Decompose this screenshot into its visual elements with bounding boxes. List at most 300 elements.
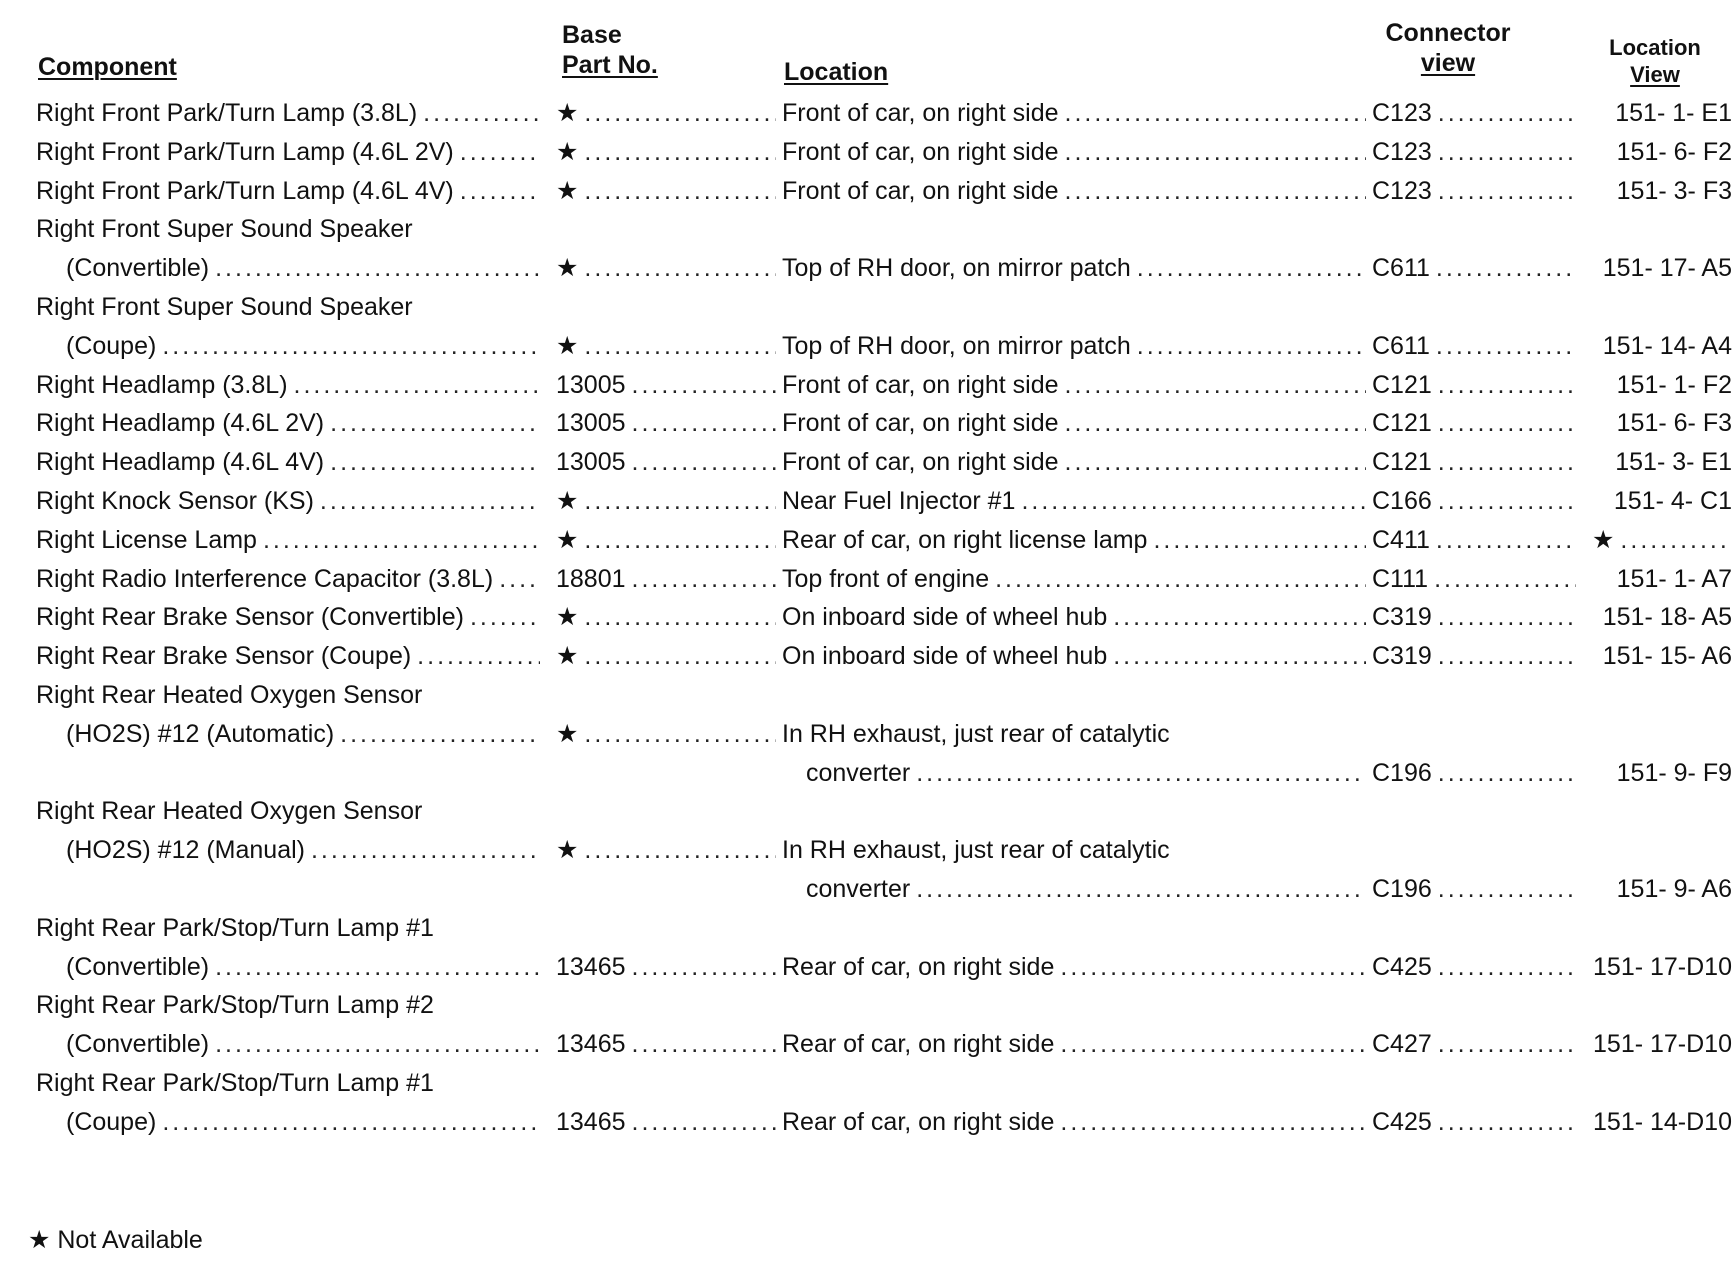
part-number-cell bbox=[556, 830, 782, 870]
dot-leader bbox=[632, 1024, 776, 1064]
component-cell bbox=[66, 714, 546, 754]
component-cell-text: Right Front Super Sound Speaker bbox=[36, 215, 413, 244]
component-cell bbox=[36, 636, 546, 676]
location-cell bbox=[782, 93, 1372, 133]
dot-leader bbox=[1436, 326, 1576, 366]
header-locview-top: Location bbox=[1609, 35, 1701, 60]
location-cell-text: Front of car, on right side bbox=[782, 99, 1059, 127]
part-number-cell-text: 18801 bbox=[556, 564, 626, 593]
part-number-cell bbox=[556, 714, 782, 754]
dot-leader bbox=[1065, 171, 1366, 211]
location-cell bbox=[782, 326, 1372, 366]
location-view-cell bbox=[1582, 171, 1732, 211]
location-cell bbox=[782, 403, 1372, 443]
part-number-cell bbox=[556, 326, 782, 366]
part-number-cell-text: ★ bbox=[556, 525, 579, 554]
connector-cell-text: C111 bbox=[1372, 564, 1429, 593]
dot-leader bbox=[1438, 132, 1576, 172]
dot-leader bbox=[215, 1024, 540, 1064]
dot-leader bbox=[1438, 1024, 1576, 1064]
dot-leader bbox=[330, 403, 540, 443]
location-cell-text: converter bbox=[806, 875, 911, 903]
location-view-cell-text: 151- 3- F3 bbox=[1616, 176, 1732, 205]
component-cell-text: Right Front Park/Turn Lamp (4.6L 2V) bbox=[36, 137, 454, 166]
connector-cell-text: C123 bbox=[1372, 137, 1432, 166]
component-cell bbox=[36, 209, 546, 249]
connector-cell bbox=[1372, 442, 1582, 482]
header-locview-bottom: View bbox=[1630, 62, 1680, 87]
dot-leader bbox=[1065, 365, 1366, 405]
location-view-cell bbox=[1582, 869, 1732, 909]
location-cell-text: Rear of car, on right side bbox=[782, 952, 1055, 981]
dot-leader bbox=[423, 93, 540, 133]
component-cell bbox=[36, 132, 546, 172]
location-view-cell-text: 151- 1- E1 bbox=[1615, 99, 1732, 127]
connector-cell-text: C427 bbox=[1372, 1030, 1432, 1059]
table-row bbox=[0, 753, 1734, 793]
dot-leader bbox=[330, 442, 540, 482]
dot-leader bbox=[1065, 442, 1366, 482]
component-cell bbox=[36, 1063, 546, 1103]
connector-cell bbox=[1372, 559, 1582, 599]
component-cell bbox=[36, 675, 546, 715]
location-cell-text: Rear of car, on right license lamp bbox=[782, 525, 1148, 554]
component-cell bbox=[66, 830, 546, 870]
dot-leader bbox=[499, 559, 540, 599]
dot-leader bbox=[470, 597, 540, 637]
component-cell bbox=[36, 442, 546, 482]
component-cell-text: Right Front Super Sound Speaker bbox=[36, 293, 413, 321]
component-cell bbox=[36, 791, 546, 831]
component-cell bbox=[36, 908, 546, 948]
part-number-cell-text: 13465 bbox=[556, 1030, 626, 1059]
dot-leader bbox=[1113, 597, 1366, 637]
component-cell bbox=[36, 559, 546, 599]
part-number-cell-text: ★ bbox=[556, 254, 579, 283]
dot-leader bbox=[1060, 1102, 1366, 1142]
connector-cell-text: C123 bbox=[1372, 99, 1432, 127]
dot-leader bbox=[1434, 559, 1576, 599]
location-view-cell bbox=[1582, 442, 1732, 482]
dot-leader bbox=[632, 365, 776, 405]
connector-cell bbox=[1372, 753, 1582, 793]
location-cell bbox=[782, 365, 1372, 405]
location-cell bbox=[782, 171, 1372, 211]
table-row bbox=[0, 636, 1734, 676]
part-number-cell bbox=[556, 947, 782, 987]
location-cell-text: On inboard side of wheel hub bbox=[782, 603, 1108, 632]
component-cell-text: Right Front Park/Turn Lamp (4.6L 4V) bbox=[36, 176, 454, 205]
location-cell bbox=[782, 248, 1372, 288]
location-cell bbox=[782, 830, 1372, 870]
component-cell-text: Right License Lamp bbox=[36, 525, 257, 554]
dot-leader bbox=[584, 248, 776, 288]
table-row bbox=[0, 403, 1734, 443]
table-row bbox=[0, 481, 1734, 521]
location-cell-text: converter bbox=[806, 758, 911, 787]
location-view-cell bbox=[1582, 597, 1732, 637]
location-view-cell-text: 151- 1- F2 bbox=[1616, 370, 1732, 399]
part-number-cell-text: 13005 bbox=[556, 448, 626, 477]
location-view-cell-text: 151- 17-D10 bbox=[1593, 1030, 1732, 1059]
location-view-cell bbox=[1582, 636, 1732, 676]
connector-cell bbox=[1372, 636, 1582, 676]
location-view-cell bbox=[1582, 753, 1732, 793]
connector-cell-text: C121 bbox=[1372, 370, 1432, 399]
connector-cell-text: C611 bbox=[1372, 254, 1430, 283]
location-view-cell bbox=[1582, 559, 1732, 599]
table-row bbox=[0, 1063, 1734, 1103]
dot-leader bbox=[1436, 248, 1576, 288]
table-row bbox=[0, 442, 1734, 482]
component-cell-text: Right Rear Brake Sensor (Coupe) bbox=[36, 642, 412, 671]
connector-cell bbox=[1372, 171, 1582, 211]
location-cell-text: Front of car, on right side bbox=[782, 137, 1059, 166]
dot-leader bbox=[311, 830, 540, 870]
dot-leader bbox=[1438, 481, 1576, 521]
component-cell bbox=[36, 597, 546, 637]
component-cell-text: Right Rear Park/Stop/Turn Lamp #1 bbox=[36, 1069, 434, 1097]
location-cell-text: Front of car, on right side bbox=[782, 176, 1059, 205]
table-row bbox=[0, 365, 1734, 405]
connector-cell-text: C123 bbox=[1372, 176, 1432, 205]
component-cell-text: (HO2S) #12 (Manual) bbox=[66, 836, 305, 865]
part-number-cell bbox=[556, 442, 782, 482]
connector-cell bbox=[1372, 947, 1582, 987]
header-component bbox=[38, 52, 177, 82]
location-cell-text: Front of car, on right side bbox=[782, 370, 1059, 399]
part-number-cell bbox=[556, 481, 782, 521]
dot-leader bbox=[340, 714, 540, 754]
component-cell-text: Right Front Park/Turn Lamp (3.8L) bbox=[36, 99, 418, 127]
header-connector-bottom: view bbox=[1420, 49, 1476, 77]
dot-leader bbox=[632, 442, 776, 482]
dot-leader bbox=[1438, 1102, 1576, 1142]
part-number-cell-text: 13005 bbox=[556, 409, 626, 438]
header-connector-top: Connector bbox=[1385, 19, 1511, 47]
table-row bbox=[0, 714, 1734, 754]
component-cell-text: Right Rear Heated Oxygen Sensor bbox=[36, 797, 423, 826]
location-view-cell bbox=[1592, 520, 1732, 560]
dot-leader bbox=[1438, 442, 1576, 482]
location-view-cell-text: 151- 4- C1 bbox=[1613, 487, 1732, 515]
part-number-cell-text: ★ bbox=[556, 836, 579, 865]
part-number-cell-text: ★ bbox=[556, 331, 579, 360]
dot-leader bbox=[162, 1102, 540, 1142]
part-number-cell bbox=[556, 171, 782, 211]
component-cell-text: (Convertible) bbox=[66, 1030, 210, 1059]
location-view-cell bbox=[1582, 248, 1732, 288]
table-row bbox=[0, 326, 1734, 366]
component-cell bbox=[36, 171, 546, 211]
component-cell bbox=[36, 481, 546, 521]
location-view-cell bbox=[1582, 326, 1732, 366]
location-view-cell-text: 151- 9- F9 bbox=[1616, 758, 1732, 787]
part-number-cell bbox=[556, 403, 782, 443]
location-view-cell-text: 151- 3- E1 bbox=[1615, 448, 1732, 477]
location-view-cell-text: 151- 9- A6 bbox=[1616, 875, 1732, 903]
part-number-cell-text: 13465 bbox=[556, 1107, 626, 1136]
component-cell-text: Right Rear Park/Stop/Turn Lamp #2 bbox=[36, 991, 434, 1020]
connector-cell-text: C121 bbox=[1372, 448, 1432, 477]
component-cell bbox=[36, 93, 546, 133]
dot-leader bbox=[215, 248, 540, 288]
location-cell-text: In RH exhaust, just rear of catalytic bbox=[782, 719, 1170, 748]
location-view-cell-text: 151- 14- A4 bbox=[1602, 331, 1732, 360]
dot-leader bbox=[1438, 171, 1576, 211]
component-cell-text: Right Headlamp (3.8L) bbox=[36, 370, 288, 399]
component-cell-text: (Coupe) bbox=[66, 331, 157, 360]
location-cell-text: Rear of car, on right side bbox=[782, 1030, 1055, 1059]
header-part-number bbox=[562, 20, 658, 80]
connector-cell bbox=[1372, 365, 1582, 405]
part-number-cell-text: 13005 bbox=[556, 370, 626, 399]
connector-cell bbox=[1372, 481, 1582, 521]
location-view-cell-text: 151- 17- A5 bbox=[1602, 254, 1732, 283]
dot-leader bbox=[584, 326, 776, 366]
part-number-cell-text: ★ bbox=[556, 642, 579, 671]
connector-cell-text: C121 bbox=[1372, 409, 1432, 438]
dot-leader bbox=[584, 481, 776, 521]
location-cell-text: Top of RH door, on mirror patch bbox=[782, 331, 1131, 360]
location-view-cell bbox=[1582, 93, 1732, 133]
connector-cell bbox=[1372, 1024, 1582, 1064]
dot-leader bbox=[1438, 636, 1576, 676]
dot-leader bbox=[1060, 947, 1366, 987]
dot-leader bbox=[584, 714, 776, 754]
location-view-cell bbox=[1582, 481, 1732, 521]
dot-leader bbox=[916, 753, 1366, 793]
location-cell bbox=[782, 132, 1372, 172]
connector-cell bbox=[1372, 403, 1582, 443]
dot-leader bbox=[1438, 753, 1576, 793]
table-row bbox=[0, 520, 1734, 560]
component-cell bbox=[36, 287, 546, 327]
table-row bbox=[0, 985, 1734, 1025]
connector-cell-text: C196 bbox=[1372, 875, 1432, 903]
component-cell bbox=[36, 403, 546, 443]
dot-leader bbox=[460, 171, 540, 211]
dot-leader bbox=[1438, 365, 1576, 405]
table-row bbox=[0, 209, 1734, 249]
dot-leader bbox=[162, 326, 540, 366]
table-row bbox=[0, 675, 1734, 715]
connector-cell-text: C196 bbox=[1372, 758, 1432, 787]
table-row bbox=[0, 869, 1734, 909]
dot-leader bbox=[1438, 869, 1576, 909]
part-number-cell-text: ★ bbox=[556, 487, 579, 515]
location-view-cell bbox=[1582, 403, 1732, 443]
connector-cell bbox=[1372, 1102, 1582, 1142]
dot-leader bbox=[1137, 326, 1366, 366]
dot-leader bbox=[1153, 520, 1366, 560]
connector-cell bbox=[1372, 869, 1582, 909]
component-cell bbox=[66, 1024, 546, 1064]
connector-cell-text: C319 bbox=[1372, 642, 1432, 671]
location-cell bbox=[782, 636, 1372, 676]
dot-leader bbox=[632, 947, 776, 987]
part-number-cell bbox=[556, 559, 782, 599]
dot-leader bbox=[294, 365, 540, 405]
table-row bbox=[0, 791, 1734, 831]
dot-leader bbox=[584, 636, 776, 676]
location-view-cell-text: 151- 18- A5 bbox=[1602, 603, 1732, 632]
header-location-view bbox=[1600, 34, 1710, 88]
part-number-cell bbox=[556, 636, 782, 676]
part-number-cell bbox=[556, 248, 782, 288]
connector-cell-text: C166 bbox=[1372, 487, 1432, 515]
header-component-label: Component bbox=[38, 53, 177, 81]
location-cell bbox=[782, 520, 1372, 560]
component-cell bbox=[66, 947, 546, 987]
component-cell-text: Right Headlamp (4.6L 2V) bbox=[36, 409, 325, 438]
component-cell bbox=[36, 365, 546, 405]
dot-leader bbox=[215, 947, 540, 987]
dot-leader bbox=[1137, 248, 1366, 288]
dot-leader bbox=[995, 559, 1366, 599]
component-cell-text: Right Radio Interference Capacitor (3.8L) bbox=[36, 564, 494, 593]
table-row bbox=[0, 93, 1734, 133]
connector-cell-text: C611 bbox=[1372, 331, 1430, 360]
location-view-cell-text: ★ bbox=[1592, 525, 1615, 554]
dot-leader bbox=[584, 171, 776, 211]
location-view-cell-text: 151- 14-D10 bbox=[1593, 1107, 1732, 1136]
component-cell-text: Right Headlamp (4.6L 4V) bbox=[36, 448, 325, 477]
connector-cell-text: C411 bbox=[1372, 525, 1430, 554]
dot-leader bbox=[320, 481, 540, 521]
location-view-cell bbox=[1582, 132, 1732, 172]
location-view-cell bbox=[1582, 1024, 1732, 1064]
table-row bbox=[0, 171, 1734, 211]
part-number-cell-text: ★ bbox=[556, 137, 579, 166]
location-cell-text: Front of car, on right side bbox=[782, 448, 1059, 477]
header-part-top: Base bbox=[562, 21, 622, 49]
location-cell bbox=[782, 597, 1372, 637]
dot-leader bbox=[1436, 520, 1576, 560]
dot-leader bbox=[1065, 132, 1366, 172]
table-row bbox=[0, 908, 1734, 948]
header-part-bottom: Part No. bbox=[562, 51, 658, 79]
table-row bbox=[0, 1024, 1734, 1064]
location-view-cell-text: 151- 15- A6 bbox=[1602, 642, 1732, 671]
connector-cell-text: C425 bbox=[1372, 952, 1432, 981]
location-cell bbox=[806, 753, 1372, 793]
table-row bbox=[0, 559, 1734, 599]
location-view-cell-text: 151- 6- F2 bbox=[1616, 137, 1732, 166]
part-number-cell-text: ★ bbox=[556, 176, 579, 205]
location-cell bbox=[782, 947, 1372, 987]
connector-cell bbox=[1372, 93, 1582, 133]
part-number-cell-text: 13465 bbox=[556, 952, 626, 981]
component-cell-text: (Convertible) bbox=[66, 254, 210, 283]
connector-cell bbox=[1372, 248, 1582, 288]
component-cell-text: Right Knock Sensor (KS) bbox=[36, 487, 314, 515]
part-number-cell bbox=[556, 1102, 782, 1142]
connector-cell bbox=[1372, 597, 1582, 637]
connector-cell bbox=[1372, 326, 1582, 366]
part-number-cell bbox=[556, 365, 782, 405]
footnote: ★ Not Available bbox=[28, 1226, 203, 1254]
dot-leader bbox=[1065, 403, 1366, 443]
location-cell bbox=[782, 1024, 1372, 1064]
dot-leader bbox=[584, 830, 776, 870]
table-row bbox=[0, 287, 1734, 327]
table-row bbox=[0, 597, 1734, 637]
part-number-cell bbox=[556, 132, 782, 172]
dot-leader bbox=[1060, 1024, 1366, 1064]
component-cell bbox=[36, 985, 546, 1025]
connector-cell bbox=[1372, 132, 1582, 172]
component-cell-text: (Coupe) bbox=[66, 1107, 157, 1136]
header-location bbox=[784, 57, 888, 87]
connector-cell-text: C425 bbox=[1372, 1107, 1432, 1136]
connector-cell bbox=[1372, 520, 1582, 560]
location-view-cell bbox=[1582, 947, 1732, 987]
component-cell-text: (HO2S) #12 (Automatic) bbox=[66, 719, 335, 748]
location-cell-text: In RH exhaust, just rear of catalytic bbox=[782, 836, 1170, 865]
component-cell-text: Right Rear Brake Sensor (Convertible) bbox=[36, 603, 464, 632]
dot-leader bbox=[584, 597, 776, 637]
component-cell-text: (Convertible) bbox=[66, 952, 210, 981]
part-number-cell-text: ★ bbox=[556, 99, 579, 127]
component-cell-text: Right Rear Heated Oxygen Sensor bbox=[36, 681, 423, 709]
location-cell-text: Top of RH door, on mirror patch bbox=[782, 254, 1131, 283]
dot-leader bbox=[1438, 947, 1576, 987]
part-number-cell bbox=[556, 1024, 782, 1064]
dot-leader bbox=[1021, 481, 1366, 521]
dot-leader bbox=[1065, 93, 1366, 133]
dot-leader bbox=[584, 520, 776, 560]
part-number-cell-text: ★ bbox=[556, 719, 579, 748]
location-view-cell-text: 151- 1- A7 bbox=[1616, 564, 1732, 593]
location-view-cell-text: 151- 17-D10 bbox=[1593, 952, 1732, 981]
dot-leader bbox=[1113, 636, 1366, 676]
component-cell bbox=[66, 326, 546, 366]
dot-leader bbox=[1438, 403, 1576, 443]
component-cell bbox=[66, 248, 546, 288]
location-view-cell bbox=[1582, 1102, 1732, 1142]
header-location-label: Location bbox=[784, 58, 889, 86]
dot-leader bbox=[417, 636, 540, 676]
dot-leader bbox=[1620, 520, 1732, 560]
header-connector-view bbox=[1378, 18, 1518, 78]
dot-leader bbox=[632, 1102, 776, 1142]
location-view-cell bbox=[1582, 365, 1732, 405]
location-cell-text: Near Fuel Injector #1 bbox=[782, 487, 1016, 515]
location-cell-text: Rear of car, on right side bbox=[782, 1107, 1055, 1136]
table-row bbox=[0, 1102, 1734, 1142]
dot-leader bbox=[584, 93, 776, 133]
component-cell bbox=[36, 520, 546, 560]
dot-leader bbox=[584, 132, 776, 172]
location-cell bbox=[806, 869, 1372, 909]
dot-leader bbox=[632, 559, 776, 599]
component-cell-text: Right Rear Park/Stop/Turn Lamp #1 bbox=[36, 913, 434, 942]
location-cell-text: Front of car, on right side bbox=[782, 409, 1059, 438]
dot-leader bbox=[1438, 597, 1576, 637]
dot-leader bbox=[263, 520, 540, 560]
location-view-cell-text: 151- 6- F3 bbox=[1616, 409, 1732, 438]
part-number-cell-text: ★ bbox=[556, 603, 579, 632]
location-cell bbox=[782, 714, 1372, 754]
table-row bbox=[0, 830, 1734, 870]
component-cell bbox=[66, 1102, 546, 1142]
location-cell bbox=[782, 442, 1372, 482]
connector-cell-text: C319 bbox=[1372, 603, 1432, 632]
location-cell bbox=[782, 481, 1372, 521]
part-number-cell bbox=[556, 520, 782, 560]
dot-leader bbox=[460, 132, 540, 172]
